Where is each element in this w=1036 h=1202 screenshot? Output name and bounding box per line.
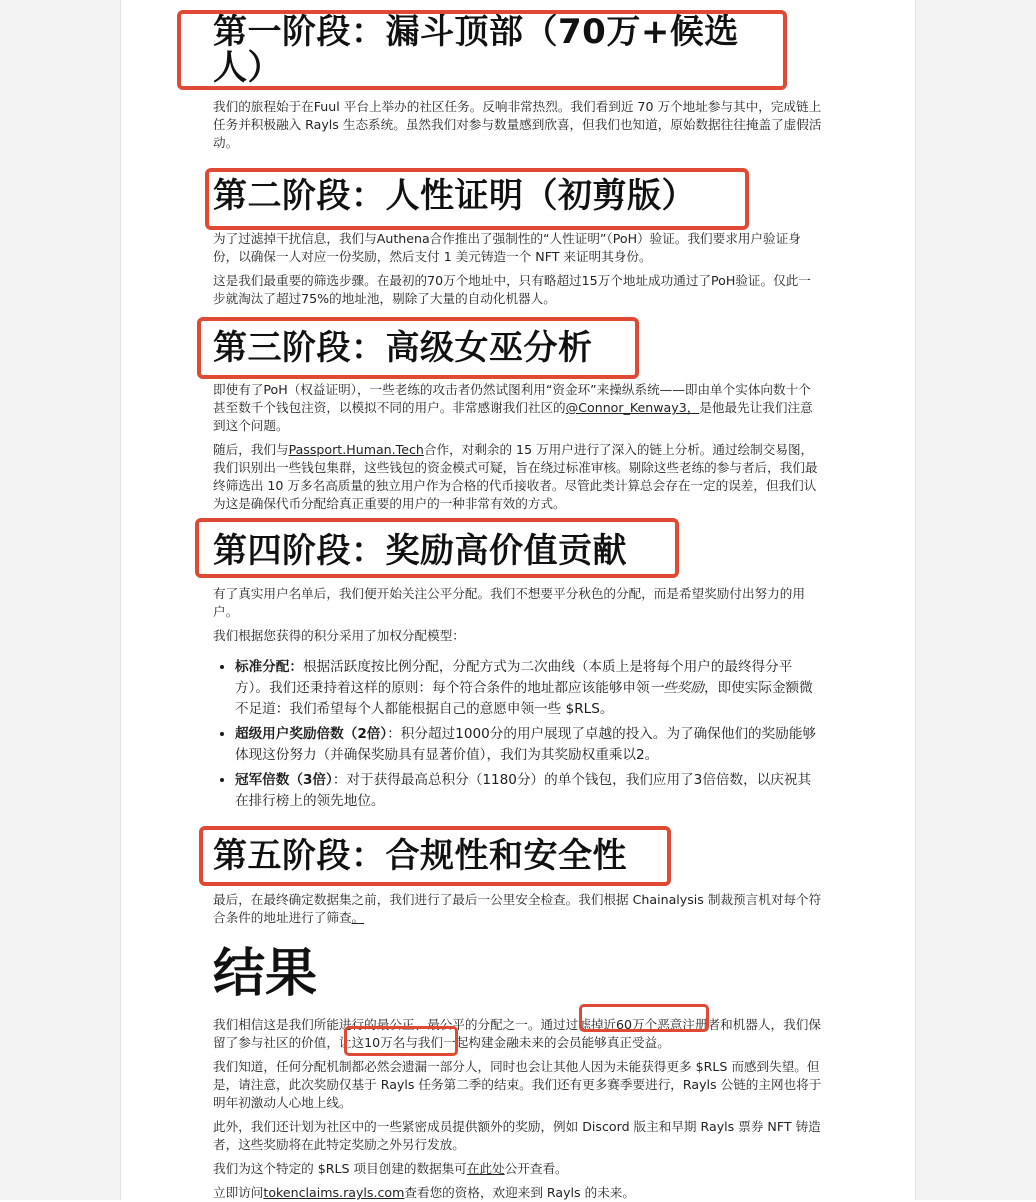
results-paragraph-4 (213, 1160, 823, 1178)
stage3-heading: 第三阶段：高级女巫分析 (213, 328, 593, 368)
list-item (235, 657, 823, 720)
list-item-text-a: ：对于获得最高总积分（1180分）的单个钱包，我们应用了3倍倍数，以庆祝其在排行榜上的领先地位。 (235, 772, 812, 809)
results-section (213, 1016, 823, 1202)
stage4-heading: 第四阶段：奖励高价值贡献 (213, 531, 627, 571)
results-p4-text-b: 公开查看。 (504, 1161, 568, 1176)
results-heading: 结果 (213, 944, 318, 1004)
stage3-p1-text-a: 即使有了PoH（权益证明），一些老练的攻击者仍然试图利用“资金环”来操纵系统——即由单个实体向数十个甚至数千个钱包注资，以模拟不同的用户。非常感谢我们社区的 (213, 382, 811, 415)
stage3-paragraph-1 (213, 381, 823, 435)
left-margin (0, 0, 121, 1200)
stage3-p2-text-b: 合作，对剩余的 15 万用户进行了深入的链上分析。通过绘制交易图，我们识别出一些钱包集群，这些钱包的资金模式可疑，旨在绕过标准审核。剔除这些老练的参与者后，我们最终筛选出 10 万多名高质量的独立用户作为合格的代币接收者。尽管此类计算总会存在一定的误差，但我们认为这是确保代币分配给真正重要的用户的一种非常有效的方式。 (213, 442, 818, 511)
stage3-p2-text-a: 随后，我们与 (213, 442, 289, 457)
allocation-list (213, 657, 823, 812)
list-item (235, 770, 823, 812)
results-paragraph-3: 此外，我们还计划为社区中的一些紧密成员提供额外的奖励，例如 Discord 版主和早期 Rayls 票券 NFT 铸造者，这些奖励将在此特定奖励之外另行发放。 (213, 1119, 821, 1152)
stage1-highlight-box (177, 10, 787, 90)
right-margin (915, 0, 1036, 1200)
list-item-text-a: ：积分超过1000分的用户展现了卓越的投入。为了确保他们的奖励能够体现这份努力（并确保奖励具有显著价值），我们为其奖励权重乘以2。 (235, 726, 817, 763)
results-p5-text-b: 查看您的资格，欢迎来到 Rayls 的未来。 (404, 1185, 635, 1200)
stage1-heading: 第一阶段：漏斗顶部（70万+候选人） (213, 12, 739, 88)
results-paragraph-5 (213, 1184, 823, 1202)
highlight-100k-box (344, 1026, 458, 1056)
stage1-paragraph: 我们的旅程始于在Fuul 平台上举办的社区任务。反响非常热烈。我们看到近 70 万个地址参与其中，完成链上任务并积极融入 Rayls 生态系统。虽然我们对参与数量感到欣喜，但我们也知道，原始数据往往掩盖了虚假活动。 (213, 99, 822, 150)
stage2-paragraph-2: 这是我们最重要的筛选步骤。在最初的70万个地址中，只有略超过15万个地址成功通过了PoH验证。仅此一步就淘汰了超过75%的地址池，剔除了大量的自动化机器人。 (213, 273, 811, 306)
stage2-highlight-box (205, 168, 749, 230)
stage2-heading: 第二阶段：人性证明（初剪版） (213, 176, 696, 216)
stage3-p1-text-b: 是他最先让我们注意到这个问题。 (213, 400, 813, 433)
stage5-link[interactable]: 。 (351, 910, 365, 925)
results-p4-text-a: 我们为这个特定的 $RLS 项目创建的数据集可 (213, 1161, 467, 1176)
stage2-paragraph-1: 为了过滤掉干扰信息，我们与Authena合作推出了强制性的“人性证明”（PoH）验证。我们要求用户验证身份，以确保一人对应一份奖励，然后支付 1 美元铸造一个 NFT 来证明其身份。 (213, 231, 801, 264)
stage5-paragraph (213, 891, 823, 927)
list-item-text-b: ，即使实际金额微不足道：我们希望每个人都能根据自己的意愿申领一些 $RLS。 (235, 680, 813, 717)
stage4-section (213, 585, 823, 816)
stage4-paragraph-1: 有了真实用户名单后，我们便开始关注公平分配。我们不想要平分秋色的分配，而是希望奖励付出努力的用户。 (213, 586, 805, 619)
stage1-section (213, 98, 823, 152)
stage4-paragraph-2: 我们根据您获得的积分采用了加权分配模型： (213, 628, 465, 643)
stage3-section (213, 381, 823, 513)
results-p5-text-a: 立即访问 (213, 1185, 264, 1200)
stage5-highlight-box (199, 826, 671, 886)
tokenclaims-link[interactable]: tokenclaims.rayls.com (263, 1185, 405, 1200)
stage4-highlight-box (195, 518, 679, 578)
list-item-label: 超级用户奖励倍数（2倍） (235, 726, 388, 742)
stage3-highlight-box (197, 317, 639, 379)
results-paragraph-1: 我们相信这是我们所能进行的最公正、最公平的分配之一。通过过滤掉近60万个恶意注册者和机器人，我们保留了参与社区的价值，让这10万名与我们一起构建金融未来的会员能够真正受益。 (213, 1017, 821, 1050)
dataset-link[interactable]: 在此处 (466, 1161, 505, 1176)
list-item-text-a: 根据活跃度按比例分配，分配方式为二次曲线（本质上是将每个用户的最终得分平方）。我们还秉持着这样的原则：每个符合条件的地址都应该能够申领 (235, 659, 793, 696)
highlight-600k-box (579, 1004, 709, 1032)
connor-kenway-link[interactable]: @Connor_Kenway3， (565, 400, 700, 415)
results-paragraph-2: 我们知道，任何分配机制都必然会遗漏一部分人，同时也会让其他人因为未能获得更多 $RLS 而感到失望。但是，请注意，此次奖励仅基于 Rayls 任务第二季的结束。我们还有更多赛季要进行，Rayls 公链的主网也将于明年初激动人心地上线。 (213, 1059, 822, 1110)
stage5-text: 最后，在最终确定数据集之前，我们进行了最后一公里安全检查。我们根据 Chainalysis 制裁预言机对每个符合条件的地址进行了筛查 (213, 892, 822, 925)
document-page (121, 0, 915, 1200)
stage3-paragraph-2 (213, 441, 823, 513)
list-item (235, 724, 823, 766)
list-item-label: 标准分配： (235, 659, 303, 675)
list-item-label: 冠军倍数（3倍） (235, 772, 333, 788)
stage5-section (213, 891, 823, 927)
list-item-emphasis: 一些奖励 (649, 680, 704, 696)
passport-human-tech-link[interactable]: Passport.Human.Tech (288, 442, 424, 457)
stage2-section (213, 230, 823, 308)
stage5-heading: 第五阶段：合规性和安全性 (213, 836, 627, 876)
